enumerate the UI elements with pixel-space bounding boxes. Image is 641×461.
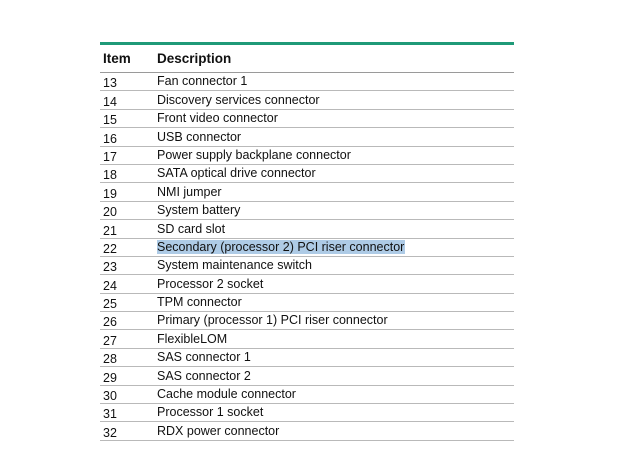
table-row (100, 349, 514, 367)
row-item-number: 21 (103, 223, 117, 238)
row-description[interactable]: Front video connector (157, 111, 278, 126)
row-item-number: 19 (103, 186, 117, 201)
row-item-number: 18 (103, 168, 117, 183)
table-row (100, 275, 514, 293)
row-description-cell (157, 332, 514, 348)
row-description[interactable]: USB connector (157, 129, 242, 144)
table-row (100, 91, 514, 109)
row-item-number: 32 (103, 425, 117, 440)
table-row (100, 367, 514, 385)
row-description[interactable]: SD card slot (157, 221, 226, 236)
row-description[interactable]: SAS connector 2 (157, 368, 251, 383)
table-row (100, 239, 514, 257)
row-description[interactable]: Power supply backplane connector (157, 147, 351, 162)
row-description[interactable]: NMI jumper (157, 184, 222, 199)
table-row (100, 165, 514, 183)
table-row (100, 294, 514, 312)
row-description[interactable]: SATA optical drive connector (157, 166, 316, 181)
row-description[interactable]: Discovery services connector (157, 92, 320, 107)
row-description-cell (157, 74, 514, 90)
row-item-number: 24 (103, 278, 117, 293)
row-description-cell (157, 148, 514, 164)
row-item-number: 14 (103, 94, 117, 109)
row-description[interactable]: Cache module connector (157, 387, 296, 402)
row-description-cell (157, 185, 514, 201)
row-description-cell (157, 240, 514, 256)
row-description[interactable]: RDX power connector (157, 423, 280, 438)
row-description-cell (157, 387, 514, 403)
row-item-number: 31 (103, 407, 117, 422)
header-description: Description (157, 51, 232, 66)
row-description-cell (157, 424, 514, 440)
table-row (100, 147, 514, 165)
row-item-number: 29 (103, 370, 117, 385)
row-description-cell (157, 350, 514, 366)
table-body (100, 73, 514, 441)
component-table (100, 42, 514, 441)
row-item-number: 30 (103, 389, 117, 404)
row-description[interactable]: Processor 1 socket (157, 405, 264, 420)
row-description-cell (157, 405, 514, 421)
row-item-number: 28 (103, 352, 117, 367)
row-item-number: 23 (103, 260, 117, 275)
row-description-cell (157, 111, 514, 127)
row-item-number: 26 (103, 315, 117, 330)
table-header (100, 45, 514, 73)
table-row (100, 257, 514, 275)
row-item-number: 25 (103, 297, 117, 312)
row-description-cell (157, 258, 514, 274)
table-row (100, 202, 514, 220)
row-description-cell (157, 203, 514, 219)
row-item-number: 17 (103, 149, 117, 164)
row-description-cell (157, 93, 514, 109)
table-row (100, 220, 514, 238)
table-row (100, 386, 514, 404)
row-item-number: 15 (103, 113, 117, 128)
row-description-cell (157, 369, 514, 385)
selected-text[interactable]: Secondary (processor 2) PCI riser connector (157, 239, 405, 254)
row-description[interactable]: TPM connector (157, 295, 242, 310)
row-description[interactable]: Fan connector 1 (157, 74, 248, 89)
row-description-cell (157, 130, 514, 146)
row-description[interactable]: FlexibleLOM (157, 331, 228, 346)
row-item-number: 22 (103, 241, 117, 256)
table-row (100, 183, 514, 201)
row-description[interactable]: System maintenance switch (157, 258, 312, 273)
row-description-cell (157, 277, 514, 293)
row-description[interactable]: System battery (157, 203, 241, 218)
row-item-number: 13 (103, 76, 117, 91)
row-item-number: 27 (103, 333, 117, 348)
table-row (100, 422, 514, 440)
table-row (100, 312, 514, 330)
table-row (100, 110, 514, 128)
row-item-number: 20 (103, 205, 117, 220)
row-description[interactable]: Processor 2 socket (157, 276, 264, 291)
row-description-cell (157, 222, 514, 238)
row-item-number: 16 (103, 131, 117, 146)
table-row (100, 330, 514, 348)
row-description-cell (157, 166, 514, 182)
row-description-cell (157, 295, 514, 311)
table-row (100, 73, 514, 91)
table-row (100, 128, 514, 146)
header-item: Item (103, 51, 131, 66)
row-description[interactable]: Primary (processor 1) PCI riser connector (157, 313, 388, 328)
table-row (100, 404, 514, 422)
row-description-cell (157, 313, 514, 329)
row-description[interactable]: SAS connector 1 (157, 350, 251, 365)
